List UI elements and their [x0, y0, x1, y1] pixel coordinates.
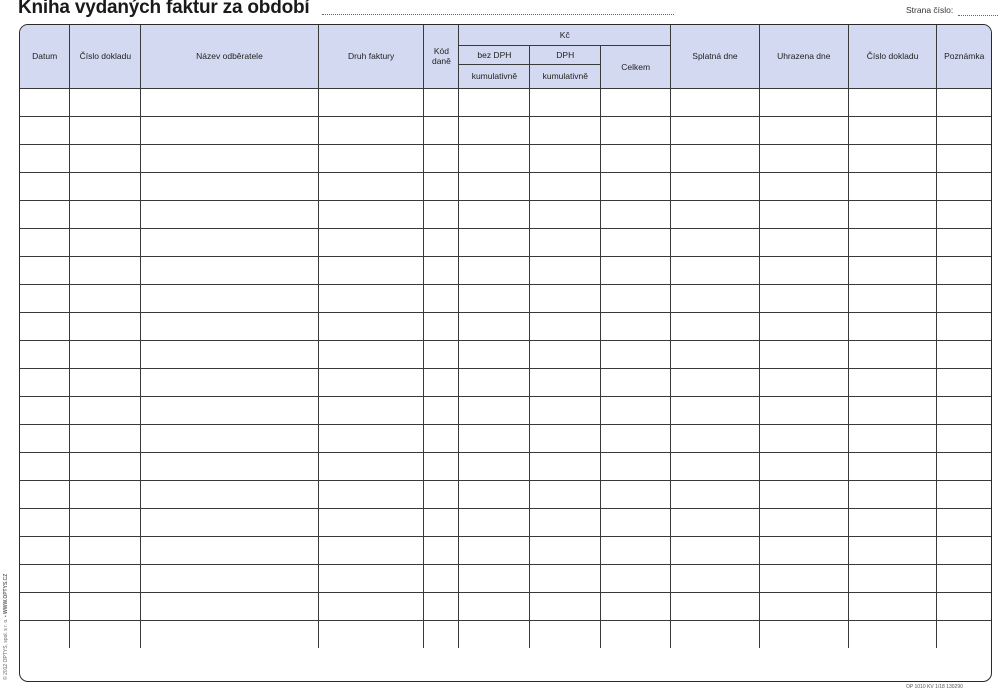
cell-bez-dph[interactable] — [459, 256, 530, 284]
cell-nazev-odberatele[interactable] — [141, 312, 319, 340]
col-group-header-kc: Kč — [459, 25, 671, 45]
table-row — [20, 424, 991, 452]
cell-cislo-dokladu-2[interactable] — [848, 228, 937, 256]
cell-druh-faktury[interactable] — [318, 284, 424, 312]
cell-druh-faktury[interactable] — [318, 480, 424, 508]
cell-uhrazena-dne[interactable] — [759, 200, 848, 228]
col-header-celkem: Celkem — [601, 45, 671, 88]
cell-celkem[interactable] — [601, 564, 671, 592]
cell-cislo-dokladu[interactable] — [70, 508, 141, 536]
cell-splatna-dne[interactable] — [671, 116, 760, 144]
cell-kod-dane[interactable] — [424, 396, 459, 424]
cell-kod-dane[interactable] — [424, 88, 459, 116]
cell-cislo-dokladu-2[interactable] — [848, 144, 937, 172]
cell-celkem[interactable] — [601, 620, 671, 648]
col-header-kod-dane: Kód daně — [424, 25, 459, 88]
cell-datum[interactable] — [20, 396, 70, 424]
table-body — [20, 88, 991, 648]
cell-celkem[interactable] — [601, 452, 671, 480]
cell-cislo-dokladu[interactable] — [70, 172, 141, 200]
cell-poznamka[interactable] — [937, 312, 991, 340]
cell-bez-dph[interactable] — [459, 172, 530, 200]
col-header-uhrazena-dne: Uhrazena dne — [759, 25, 848, 88]
table-row — [20, 256, 991, 284]
cell-splatna-dne[interactable] — [671, 200, 760, 228]
cell-celkem[interactable] — [601, 592, 671, 620]
cell-kod-dane[interactable] — [424, 312, 459, 340]
cell-cislo-dokladu[interactable] — [70, 564, 141, 592]
cell-nazev-odberatele[interactable] — [141, 116, 319, 144]
cell-cislo-dokladu[interactable] — [70, 88, 141, 116]
cell-nazev-odberatele[interactable] — [141, 88, 319, 116]
cell-bez-dph[interactable] — [459, 424, 530, 452]
cell-cislo-dokladu-2[interactable] — [848, 116, 937, 144]
cell-celkem[interactable] — [601, 88, 671, 116]
cell-splatna-dne[interactable] — [671, 368, 760, 396]
cell-dph[interactable] — [530, 116, 601, 144]
copyright-text: © 2012 OPTYS, spol. s r. o. — [3, 618, 9, 680]
form-title: Kniha vydaných faktur za období — [18, 0, 310, 18]
title-dotted-line — [322, 14, 674, 15]
col-header-cislo-dokladu-2: Číslo dokladu — [848, 25, 937, 88]
cell-bez-dph[interactable] — [459, 368, 530, 396]
cell-druh-faktury[interactable] — [318, 312, 424, 340]
cell-cislo-dokladu-2[interactable] — [848, 424, 937, 452]
cell-druh-faktury[interactable] — [318, 172, 424, 200]
cell-druh-faktury[interactable] — [318, 88, 424, 116]
cell-cislo-dokladu[interactable] — [70, 396, 141, 424]
cell-splatna-dne[interactable] — [671, 88, 760, 116]
cell-nazev-odberatele[interactable] — [141, 564, 319, 592]
cell-poznamka[interactable] — [937, 172, 991, 200]
col-subheader-kumulativne-bez-dph: kumulativně — [459, 64, 530, 88]
cell-dph[interactable] — [530, 340, 601, 368]
cell-druh-faktury[interactable] — [318, 200, 424, 228]
cell-cislo-dokladu-2[interactable] — [848, 284, 937, 312]
cell-cislo-dokladu-2[interactable] — [848, 536, 937, 564]
cell-druh-faktury[interactable] — [318, 116, 424, 144]
cell-splatna-dne[interactable] — [671, 564, 760, 592]
cell-celkem[interactable] — [601, 508, 671, 536]
cell-datum[interactable] — [20, 620, 70, 648]
cell-bez-dph[interactable] — [459, 396, 530, 424]
cell-datum[interactable] — [20, 452, 70, 480]
cell-dph[interactable] — [530, 396, 601, 424]
cell-bez-dph[interactable] — [459, 620, 530, 648]
cell-kod-dane[interactable] — [424, 508, 459, 536]
cell-cislo-dokladu[interactable] — [70, 284, 141, 312]
cell-dph[interactable] — [530, 452, 601, 480]
cell-dph[interactable] — [530, 312, 601, 340]
cell-celkem[interactable] — [601, 396, 671, 424]
cell-cislo-dokladu[interactable] — [70, 312, 141, 340]
table-row — [20, 536, 991, 564]
cell-uhrazena-dne[interactable] — [759, 172, 848, 200]
cell-bez-dph[interactable] — [459, 452, 530, 480]
cell-cislo-dokladu-2[interactable] — [848, 88, 937, 116]
cell-dph[interactable] — [530, 508, 601, 536]
col-header-dph: DPH — [530, 45, 601, 64]
table-row — [20, 284, 991, 312]
cell-poznamka[interactable] — [937, 256, 991, 284]
cell-nazev-odberatele[interactable] — [141, 228, 319, 256]
cell-kod-dane[interactable] — [424, 424, 459, 452]
cell-uhrazena-dne[interactable] — [759, 452, 848, 480]
cell-splatna-dne[interactable] — [671, 144, 760, 172]
cell-datum[interactable] — [20, 340, 70, 368]
cell-celkem[interactable] — [601, 144, 671, 172]
cell-bez-dph[interactable] — [459, 564, 530, 592]
cell-cislo-dokladu-2[interactable] — [848, 452, 937, 480]
cell-datum[interactable] — [20, 368, 70, 396]
cell-poznamka[interactable] — [937, 508, 991, 536]
cell-nazev-odberatele[interactable] — [141, 284, 319, 312]
cell-uhrazena-dne[interactable] — [759, 144, 848, 172]
cell-splatna-dne[interactable] — [671, 228, 760, 256]
cell-druh-faktury[interactable] — [318, 592, 424, 620]
table-row — [20, 564, 991, 592]
cell-nazev-odberatele[interactable] — [141, 368, 319, 396]
cell-kod-dane[interactable] — [424, 592, 459, 620]
cell-dph[interactable] — [530, 88, 601, 116]
cell-datum[interactable] — [20, 564, 70, 592]
cell-cislo-dokladu[interactable] — [70, 368, 141, 396]
cell-celkem[interactable] — [601, 200, 671, 228]
cell-kod-dane[interactable] — [424, 144, 459, 172]
cell-uhrazena-dne[interactable] — [759, 116, 848, 144]
cell-splatna-dne[interactable] — [671, 396, 760, 424]
table-row — [20, 452, 991, 480]
cell-poznamka[interactable] — [937, 144, 991, 172]
cell-datum[interactable] — [20, 536, 70, 564]
col-header-bez-dph: bez DPH — [459, 45, 530, 64]
cell-dph[interactable] — [530, 536, 601, 564]
cell-celkem[interactable] — [601, 480, 671, 508]
cell-druh-faktury[interactable] — [318, 144, 424, 172]
cell-kod-dane[interactable] — [424, 172, 459, 200]
cell-celkem[interactable] — [601, 368, 671, 396]
cell-nazev-odberatele[interactable] — [141, 256, 319, 284]
cell-datum[interactable] — [20, 228, 70, 256]
table-row — [20, 592, 991, 620]
cell-bez-dph[interactable] — [459, 508, 530, 536]
cell-bez-dph[interactable] — [459, 592, 530, 620]
cell-druh-faktury[interactable] — [318, 396, 424, 424]
cell-celkem[interactable] — [601, 256, 671, 284]
cell-dph[interactable] — [530, 564, 601, 592]
cell-druh-faktury[interactable] — [318, 536, 424, 564]
cell-dph[interactable] — [530, 144, 601, 172]
cell-datum[interactable] — [20, 256, 70, 284]
cell-celkem[interactable] — [601, 424, 671, 452]
cell-splatna-dne[interactable] — [671, 424, 760, 452]
cell-celkem[interactable] — [601, 340, 671, 368]
page-number-label: Strana číslo: — [906, 5, 954, 15]
cell-nazev-odberatele[interactable] — [141, 200, 319, 228]
table-row — [20, 340, 991, 368]
cell-uhrazena-dne[interactable] — [759, 88, 848, 116]
table-row — [20, 620, 991, 648]
cell-bez-dph[interactable] — [459, 200, 530, 228]
table-row — [20, 312, 991, 340]
cell-cislo-dokladu-2[interactable] — [848, 340, 937, 368]
cell-kod-dane[interactable] — [424, 536, 459, 564]
cell-kod-dane[interactable] — [424, 200, 459, 228]
cell-poznamka[interactable] — [937, 116, 991, 144]
cell-kod-dane[interactable] — [424, 620, 459, 648]
cell-bez-dph[interactable] — [459, 144, 530, 172]
table-row — [20, 144, 991, 172]
cell-bez-dph[interactable] — [459, 284, 530, 312]
cell-bez-dph[interactable] — [459, 536, 530, 564]
cell-cislo-dokladu-2[interactable] — [848, 620, 937, 648]
cell-cislo-dokladu-2[interactable] — [848, 564, 937, 592]
col-header-nazev-odberatele: Název odběratele — [141, 25, 319, 88]
cell-druh-faktury[interactable] — [318, 256, 424, 284]
website-text: WWW.OPTYS.CZ — [3, 573, 9, 614]
cell-splatna-dne[interactable] — [671, 508, 760, 536]
cell-kod-dane[interactable] — [424, 480, 459, 508]
cell-splatna-dne[interactable] — [671, 480, 760, 508]
cell-dph[interactable] — [530, 620, 601, 648]
cell-datum[interactable] — [20, 592, 70, 620]
cell-datum[interactable] — [20, 284, 70, 312]
cell-druh-faktury[interactable] — [318, 620, 424, 648]
cell-datum[interactable] — [20, 200, 70, 228]
cell-celkem[interactable] — [601, 312, 671, 340]
cell-nazev-odberatele[interactable] — [141, 424, 319, 452]
cell-splatna-dne[interactable] — [671, 312, 760, 340]
cell-uhrazena-dne[interactable] — [759, 340, 848, 368]
cell-dph[interactable] — [530, 172, 601, 200]
cell-datum[interactable] — [20, 116, 70, 144]
cell-cislo-dokladu-2[interactable] — [848, 368, 937, 396]
cell-dph[interactable] — [530, 256, 601, 284]
cell-splatna-dne[interactable] — [671, 172, 760, 200]
cell-cislo-dokladu[interactable] — [70, 144, 141, 172]
cell-uhrazena-dne[interactable] — [759, 480, 848, 508]
table-row — [20, 396, 991, 424]
col-header-datum: Datum — [20, 25, 70, 88]
cell-uhrazena-dne[interactable] — [759, 536, 848, 564]
cell-poznamka[interactable] — [937, 564, 991, 592]
cell-dph[interactable] — [530, 228, 601, 256]
cell-nazev-odberatele[interactable] — [141, 452, 319, 480]
cell-datum[interactable] — [20, 508, 70, 536]
cell-poznamka[interactable] — [937, 284, 991, 312]
cell-bez-dph[interactable] — [459, 312, 530, 340]
cell-bez-dph[interactable] — [459, 480, 530, 508]
cell-poznamka[interactable] — [937, 536, 991, 564]
cell-dph[interactable] — [530, 592, 601, 620]
cell-uhrazena-dne[interactable] — [759, 564, 848, 592]
cell-kod-dane[interactable] — [424, 340, 459, 368]
cell-cislo-dokladu[interactable] — [70, 620, 141, 648]
cell-dph[interactable] — [530, 424, 601, 452]
cell-bez-dph[interactable] — [459, 116, 530, 144]
cell-druh-faktury[interactable] — [318, 424, 424, 452]
cell-uhrazena-dne[interactable] — [759, 256, 848, 284]
cell-kod-dane[interactable] — [424, 452, 459, 480]
cell-poznamka[interactable] — [937, 340, 991, 368]
cell-datum[interactable] — [20, 144, 70, 172]
cell-datum[interactable] — [20, 424, 70, 452]
cell-cislo-dokladu[interactable] — [70, 200, 141, 228]
cell-celkem[interactable] — [601, 284, 671, 312]
cell-uhrazena-dne[interactable] — [759, 592, 848, 620]
cell-bez-dph[interactable] — [459, 340, 530, 368]
cell-dph[interactable] — [530, 480, 601, 508]
cell-datum[interactable] — [20, 480, 70, 508]
cell-celkem[interactable] — [601, 116, 671, 144]
cell-nazev-odberatele[interactable] — [141, 340, 319, 368]
form-code: OP 1010 KV 1/18 130290 — [906, 684, 963, 690]
cell-uhrazena-dne[interactable] — [759, 424, 848, 452]
cell-druh-faktury[interactable] — [318, 368, 424, 396]
cell-cislo-dokladu[interactable] — [70, 256, 141, 284]
cell-splatna-dne[interactable] — [671, 256, 760, 284]
cell-druh-faktury[interactable] — [318, 564, 424, 592]
cell-cislo-dokladu[interactable] — [70, 452, 141, 480]
table-row — [20, 172, 991, 200]
cell-kod-dane[interactable] — [424, 116, 459, 144]
cell-splatna-dne[interactable] — [671, 284, 760, 312]
table-row — [20, 200, 991, 228]
cell-kod-dane[interactable] — [424, 256, 459, 284]
cell-datum[interactable] — [20, 88, 70, 116]
table-header — [20, 25, 991, 88]
cell-uhrazena-dne[interactable] — [759, 620, 848, 648]
cell-poznamka[interactable] — [937, 88, 991, 116]
cell-poznamka[interactable] — [937, 620, 991, 648]
cell-uhrazena-dne[interactable] — [759, 284, 848, 312]
cell-nazev-odberatele[interactable] — [141, 396, 319, 424]
cell-datum[interactable] — [20, 172, 70, 200]
cell-kod-dane[interactable] — [424, 284, 459, 312]
cell-uhrazena-dne[interactable] — [759, 228, 848, 256]
invoice-ledger-table — [20, 25, 991, 648]
cell-poznamka[interactable] — [937, 368, 991, 396]
cell-cislo-dokladu-2[interactable] — [848, 200, 937, 228]
cell-poznamka[interactable] — [937, 396, 991, 424]
cell-poznamka[interactable] — [937, 424, 991, 452]
cell-cislo-dokladu-2[interactable] — [848, 312, 937, 340]
cell-nazev-odberatele[interactable] — [141, 536, 319, 564]
table-row — [20, 88, 991, 116]
side-copyright-note: © 2012 OPTYS, spol. s r. o. ▪ WWW.OPTYS.CZ — [3, 573, 9, 680]
cell-cislo-dokladu-2[interactable] — [848, 480, 937, 508]
cell-celkem[interactable] — [601, 536, 671, 564]
table-row — [20, 116, 991, 144]
cell-cislo-dokladu-2[interactable] — [848, 592, 937, 620]
col-header-poznamka: Poznámka — [937, 25, 991, 88]
cell-splatna-dne[interactable] — [671, 340, 760, 368]
cell-nazev-odberatele[interactable] — [141, 172, 319, 200]
cell-druh-faktury[interactable] — [318, 452, 424, 480]
cell-uhrazena-dne[interactable] — [759, 368, 848, 396]
cell-kod-dane[interactable] — [424, 564, 459, 592]
cell-uhrazena-dne[interactable] — [759, 312, 848, 340]
cell-bez-dph[interactable] — [459, 88, 530, 116]
cell-celkem[interactable] — [601, 172, 671, 200]
col-header-cislo-dokladu: Číslo dokladu — [70, 25, 141, 88]
cell-bez-dph[interactable] — [459, 228, 530, 256]
cell-cislo-dokladu[interactable] — [70, 480, 141, 508]
col-header-splatna-dne: Splatná dne — [671, 25, 760, 88]
cell-uhrazena-dne[interactable] — [759, 508, 848, 536]
cell-datum[interactable] — [20, 312, 70, 340]
cell-celkem[interactable] — [601, 228, 671, 256]
table-row — [20, 368, 991, 396]
cell-nazev-odberatele[interactable] — [141, 508, 319, 536]
cell-kod-dane[interactable] — [424, 368, 459, 396]
cell-poznamka[interactable] — [937, 452, 991, 480]
cell-splatna-dne[interactable] — [671, 592, 760, 620]
cell-cislo-dokladu[interactable] — [70, 424, 141, 452]
cell-kod-dane[interactable] — [424, 228, 459, 256]
cell-poznamka[interactable] — [937, 228, 991, 256]
cell-cislo-dokladu[interactable] — [70, 340, 141, 368]
col-header-druh-faktury: Druh faktury — [318, 25, 424, 88]
cell-cislo-dokladu[interactable] — [70, 116, 141, 144]
cell-cislo-dokladu-2[interactable] — [848, 256, 937, 284]
cell-cislo-dokladu[interactable] — [70, 228, 141, 256]
col-subheader-kumulativne-dph: kumulativně — [530, 64, 601, 88]
cell-nazev-odberatele[interactable] — [141, 480, 319, 508]
cell-splatna-dne[interactable] — [671, 620, 760, 648]
cell-poznamka[interactable] — [937, 592, 991, 620]
cell-uhrazena-dne[interactable] — [759, 396, 848, 424]
table-row — [20, 480, 991, 508]
cell-nazev-odberatele[interactable] — [141, 620, 319, 648]
table-row — [20, 228, 991, 256]
cell-poznamka[interactable] — [937, 480, 991, 508]
cell-cislo-dokladu[interactable] — [70, 592, 141, 620]
cell-dph[interactable] — [530, 368, 601, 396]
cell-druh-faktury[interactable] — [318, 228, 424, 256]
cell-druh-faktury[interactable] — [318, 340, 424, 368]
cell-cislo-dokladu-2[interactable] — [848, 508, 937, 536]
table-row — [20, 508, 991, 536]
page-number-field[interactable] — [958, 15, 998, 16]
cell-druh-faktury[interactable] — [318, 508, 424, 536]
invoice-ledger-frame — [19, 24, 992, 682]
cell-cislo-dokladu[interactable] — [70, 536, 141, 564]
cell-splatna-dne[interactable] — [671, 452, 760, 480]
cell-dph[interactable] — [530, 200, 601, 228]
cell-cislo-dokladu-2[interactable] — [848, 172, 937, 200]
cell-nazev-odberatele[interactable] — [141, 592, 319, 620]
cell-dph[interactable] — [530, 284, 601, 312]
cell-splatna-dne[interactable] — [671, 536, 760, 564]
cell-nazev-odberatele[interactable] — [141, 144, 319, 172]
cell-cislo-dokladu-2[interactable] — [848, 396, 937, 424]
cell-poznamka[interactable] — [937, 200, 991, 228]
